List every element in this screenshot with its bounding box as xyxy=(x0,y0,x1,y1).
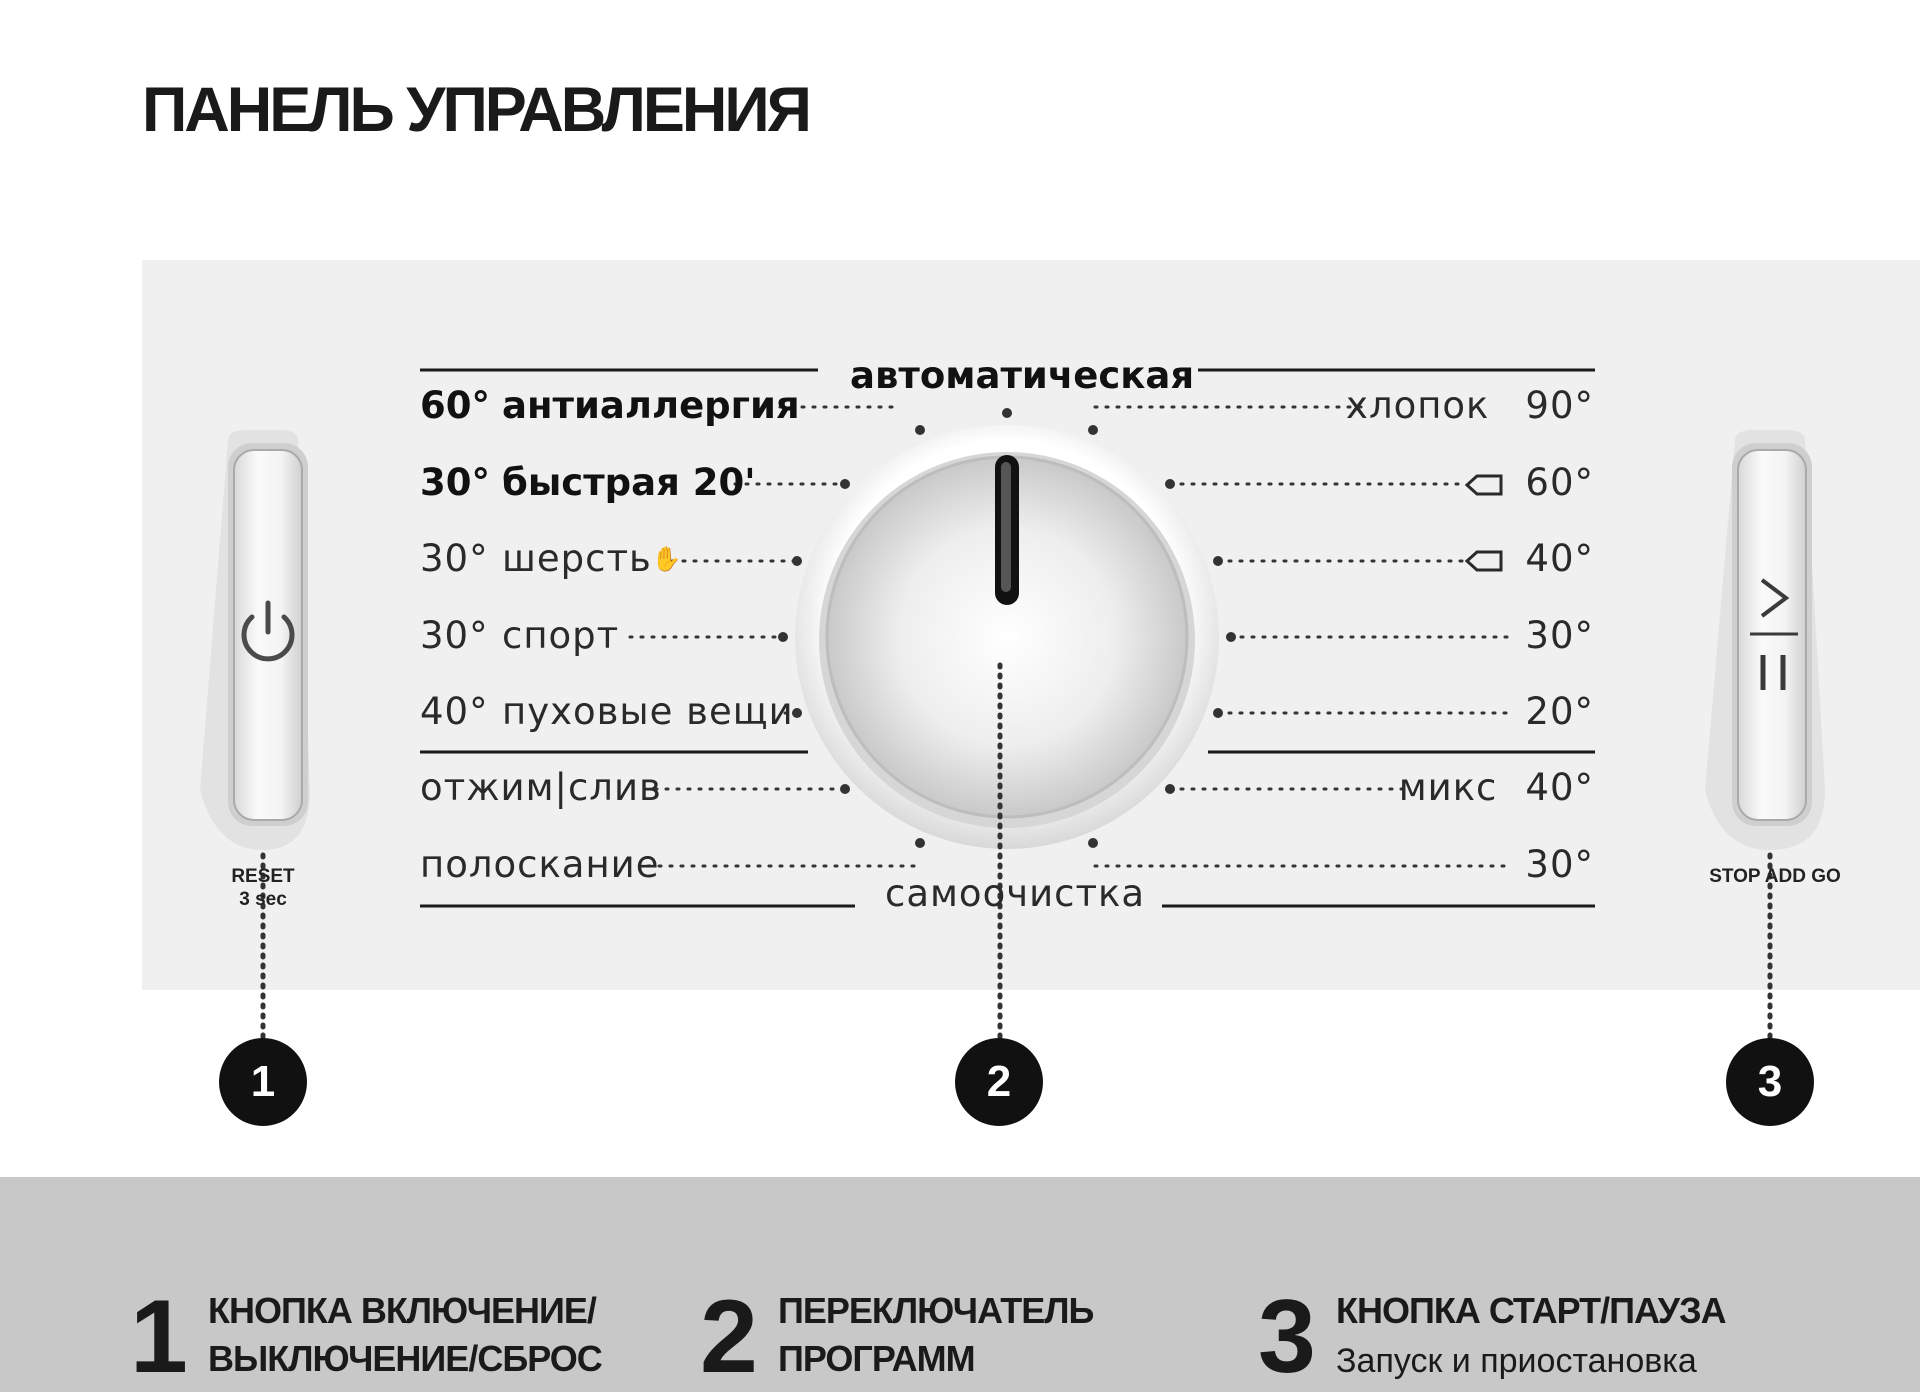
program-name: антиаллергия xyxy=(502,384,800,427)
legend-1-line2: ВЫКЛЮЧЕНИЕ/СБРОС xyxy=(208,1338,602,1379)
program-right-4: 30° xyxy=(1525,614,1594,657)
program-right-2 xyxy=(1465,461,1594,505)
legend-1-number: 1 xyxy=(130,1279,184,1395)
legend-3-line2: Запуск и приостановка xyxy=(1336,1342,1697,1380)
program-name: микс xyxy=(1398,766,1498,809)
dial-bottom-label: самоочистка xyxy=(885,872,1146,915)
program-left-7: полоскание xyxy=(420,843,660,886)
start-button-label: STOP ADD GO xyxy=(1709,866,1841,887)
program-left-2 xyxy=(420,461,756,505)
program-temp: 30° xyxy=(420,614,489,657)
tag-icon xyxy=(1465,550,1503,572)
power-button-label xyxy=(213,865,313,911)
callout-2: 2 xyxy=(955,1038,1043,1126)
program-right-3 xyxy=(1465,537,1594,581)
program-left-3 xyxy=(420,537,683,581)
page-title: ПАНЕЛЬ УПРАВЛЕНИЯ xyxy=(142,75,809,145)
program-name: быстрая 20' xyxy=(502,461,756,504)
program-temp: 40° xyxy=(1525,537,1594,580)
program-temp: 90° xyxy=(1525,384,1594,427)
program-name: спорт xyxy=(502,614,620,657)
program-name: пуховые вещи xyxy=(502,690,794,733)
dial-top-label: автоматическая xyxy=(850,354,1195,397)
legend-1-line1: КНОПКА ВКЛЮЧЕНИЕ/ xyxy=(208,1290,596,1331)
program-temp: 30° xyxy=(420,461,490,504)
callout-1: 1 xyxy=(219,1038,307,1126)
legend-3-number: 3 xyxy=(1258,1279,1312,1395)
reset-label: RESET xyxy=(231,866,295,887)
program-temp: 60° xyxy=(1525,461,1594,504)
legend-2-line1: ПЕРЕКЛЮЧАТЕЛЬ xyxy=(778,1290,1094,1331)
program-temp: 60° xyxy=(420,384,490,427)
program-name: шерсть xyxy=(502,537,652,580)
program-temp: 40° xyxy=(420,690,489,733)
program-left-5 xyxy=(420,690,794,734)
start-pause-button[interactable] xyxy=(1738,450,1806,820)
legend-3-line1: КНОПКА СТАРТ/ПАУЗА xyxy=(1336,1290,1726,1331)
program-left-4 xyxy=(420,614,619,658)
program-selector-knob[interactable] xyxy=(827,457,1187,817)
program-name: хлопок xyxy=(1346,384,1490,427)
program-temp: 40° xyxy=(1525,766,1594,809)
program-left-6: отжим|слив xyxy=(420,766,662,809)
hand-wash-icon: ✋ xyxy=(651,545,683,573)
reset-duration-label: 3 sec xyxy=(239,889,287,910)
program-temp: 30° xyxy=(420,537,489,580)
program-right-5: 20° xyxy=(1525,690,1594,733)
legend-2-number: 2 xyxy=(700,1279,754,1395)
program-right-6 xyxy=(1399,766,1594,810)
program-right-1 xyxy=(1346,384,1594,428)
power-button[interactable] xyxy=(234,450,302,820)
legend-2-line2: ПРОГРАММ xyxy=(778,1338,975,1379)
program-left-1 xyxy=(420,384,800,428)
program-right-7: 30° xyxy=(1525,843,1594,886)
tag-icon xyxy=(1465,474,1503,496)
callout-3: 3 xyxy=(1726,1038,1814,1126)
